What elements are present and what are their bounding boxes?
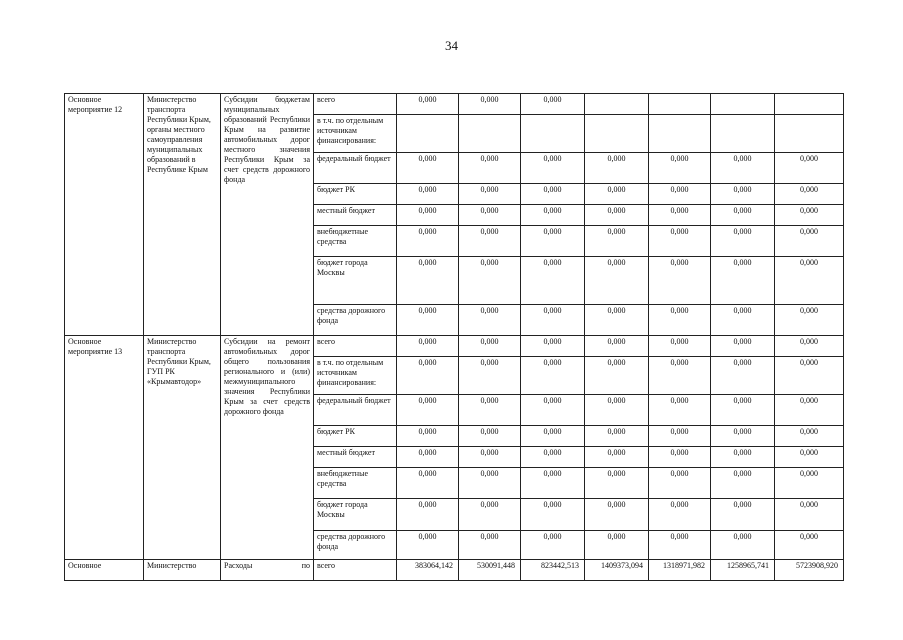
- description-cell: Субсидии бюджетам муниципальных образований Республики Крым на развитие автомобильных дорог местного значения Республики Крым за счет средств дорожного фонда: [221, 94, 314, 336]
- executor-cell: Министерство транспорта Республики Крым, органы местного самоуправления муниципальных образований в Республике Крым: [144, 94, 221, 336]
- value-cell: 0,000: [775, 226, 844, 257]
- value-cell: 0,000: [521, 468, 585, 499]
- funding-source-cell: бюджет города Москвы: [314, 257, 397, 305]
- value-cell: 0,000: [711, 499, 775, 531]
- value-cell: 0,000: [397, 357, 459, 395]
- value-cell: 0,000: [459, 336, 521, 357]
- value-cell: 0,000: [459, 395, 521, 426]
- value-cell: 0,000: [649, 499, 711, 531]
- value-cell: 1318971,982: [649, 560, 711, 581]
- value-cell: 383064,142: [397, 560, 459, 581]
- value-cell: 0,000: [459, 499, 521, 531]
- value-cell: 0,000: [711, 257, 775, 305]
- value-cell: 0,000: [649, 357, 711, 395]
- value-cell: 0,000: [459, 468, 521, 499]
- value-cell: 0,000: [775, 395, 844, 426]
- value-cell: 0,000: [649, 226, 711, 257]
- value-cell: 0,000: [775, 357, 844, 395]
- value-cell: 0,000: [649, 531, 711, 560]
- funding-source-cell: внебюджетные средства: [314, 226, 397, 257]
- value-cell: [711, 94, 775, 115]
- value-cell: 0,000: [711, 205, 775, 226]
- value-cell: [585, 94, 649, 115]
- value-cell: 0,000: [397, 426, 459, 447]
- value-cell: 0,000: [459, 226, 521, 257]
- value-cell: 530091,448: [459, 560, 521, 581]
- value-cell: 0,000: [585, 153, 649, 184]
- value-cell: 0,000: [585, 426, 649, 447]
- value-cell: 0,000: [459, 357, 521, 395]
- value-cell: 0,000: [397, 257, 459, 305]
- value-cell: 823442,513: [521, 560, 585, 581]
- value-cell: 0,000: [649, 468, 711, 499]
- value-cell: 0,000: [775, 531, 844, 560]
- value-cell: 0,000: [397, 153, 459, 184]
- value-cell: 0,000: [711, 226, 775, 257]
- value-cell: 0,000: [649, 447, 711, 468]
- value-cell: [585, 115, 649, 153]
- value-cell: 0,000: [711, 184, 775, 205]
- value-cell: 0,000: [397, 226, 459, 257]
- value-cell: [649, 115, 711, 153]
- value-cell: 0,000: [775, 205, 844, 226]
- value-cell: 0,000: [711, 305, 775, 336]
- value-cell: 1258965,741: [711, 560, 775, 581]
- event-name-cell: Основное мероприятие 13: [65, 336, 144, 560]
- value-cell: 0,000: [711, 447, 775, 468]
- value-cell: 0,000: [711, 531, 775, 560]
- value-cell: 0,000: [649, 395, 711, 426]
- value-cell: [397, 115, 459, 153]
- value-cell: 0,000: [775, 336, 844, 357]
- value-cell: 0,000: [649, 205, 711, 226]
- value-cell: 0,000: [585, 468, 649, 499]
- executor-cell: Министерство: [144, 560, 221, 581]
- value-cell: 0,000: [397, 184, 459, 205]
- funding-source-cell: средства дорожного фонда: [314, 531, 397, 560]
- table-body: [65, 94, 844, 581]
- value-cell: 0,000: [585, 357, 649, 395]
- value-cell: 0,000: [397, 447, 459, 468]
- value-cell: 0,000: [459, 205, 521, 226]
- value-cell: 0,000: [649, 426, 711, 447]
- value-cell: 0,000: [585, 184, 649, 205]
- funding-source-cell: средства дорожного фонда: [314, 305, 397, 336]
- value-cell: 0,000: [775, 305, 844, 336]
- funding-source-cell: всего: [314, 336, 397, 357]
- value-cell: 0,000: [521, 336, 585, 357]
- value-cell: 0,000: [521, 395, 585, 426]
- funding-source-cell: в т.ч. по отдельным источникам финансирования:: [314, 115, 397, 153]
- page-number: 34: [445, 38, 458, 53]
- description-cell: Субсидии на ремонт автомобильных дорог общего пользования регионального и (или) межмуниципального значения Республики Крым за счет средств дорожного фонда: [221, 336, 314, 560]
- value-cell: 0,000: [711, 357, 775, 395]
- description-cell: Расходы по: [221, 560, 314, 581]
- value-cell: 0,000: [711, 153, 775, 184]
- funding-source-cell: всего: [314, 560, 397, 581]
- value-cell: 0,000: [649, 305, 711, 336]
- value-cell: 0,000: [459, 257, 521, 305]
- value-cell: [521, 115, 585, 153]
- value-cell: 0,000: [459, 531, 521, 560]
- funding-source-cell: всего: [314, 94, 397, 115]
- value-cell: 0,000: [585, 336, 649, 357]
- funding-source-cell: внебюджетные средства: [314, 468, 397, 499]
- value-cell: [775, 115, 844, 153]
- value-cell: 0,000: [459, 447, 521, 468]
- funding-source-cell: бюджет города Москвы: [314, 499, 397, 531]
- value-cell: 0,000: [521, 426, 585, 447]
- funding-source-cell: федеральный бюджет: [314, 395, 397, 426]
- value-cell: [649, 94, 711, 115]
- value-cell: 0,000: [521, 94, 585, 115]
- value-cell: 0,000: [521, 357, 585, 395]
- funding-source-cell: бюджет РК: [314, 184, 397, 205]
- value-cell: 0,000: [649, 336, 711, 357]
- value-cell: 0,000: [711, 426, 775, 447]
- value-cell: 0,000: [585, 395, 649, 426]
- value-cell: 0,000: [775, 153, 844, 184]
- value-cell: 0,000: [521, 499, 585, 531]
- value-cell: 0,000: [397, 205, 459, 226]
- value-cell: 0,000: [585, 205, 649, 226]
- table-row: [65, 336, 844, 357]
- executor-cell: Министерство транспорта Республики Крым, ГУП РК «Крымавтодор»: [144, 336, 221, 560]
- value-cell: 0,000: [585, 226, 649, 257]
- value-cell: 0,000: [521, 305, 585, 336]
- value-cell: 0,000: [775, 468, 844, 499]
- value-cell: 0,000: [397, 395, 459, 426]
- value-cell: 0,000: [649, 184, 711, 205]
- value-cell: 1409373,094: [585, 560, 649, 581]
- funding-source-cell: бюджет РК: [314, 426, 397, 447]
- value-cell: 0,000: [521, 531, 585, 560]
- value-cell: 0,000: [585, 531, 649, 560]
- value-cell: 0,000: [397, 336, 459, 357]
- value-cell: 0,000: [775, 447, 844, 468]
- value-cell: 0,000: [711, 336, 775, 357]
- value-cell: 0,000: [459, 305, 521, 336]
- value-cell: [775, 94, 844, 115]
- value-cell: 0,000: [397, 499, 459, 531]
- value-cell: 0,000: [397, 94, 459, 115]
- value-cell: [459, 115, 521, 153]
- event-name-cell: Основное: [65, 560, 144, 581]
- value-cell: 0,000: [459, 94, 521, 115]
- funding-source-cell: местный бюджет: [314, 205, 397, 226]
- value-cell: 0,000: [585, 447, 649, 468]
- value-cell: 0,000: [459, 426, 521, 447]
- value-cell: 0,000: [397, 468, 459, 499]
- value-cell: [711, 115, 775, 153]
- value-cell: 0,000: [585, 499, 649, 531]
- value-cell: 0,000: [459, 184, 521, 205]
- value-cell: 0,000: [711, 395, 775, 426]
- value-cell: 0,000: [585, 257, 649, 305]
- value-cell: 0,000: [585, 305, 649, 336]
- funding-source-cell: федеральный бюджет: [314, 153, 397, 184]
- value-cell: 0,000: [521, 184, 585, 205]
- table-row: [65, 94, 844, 115]
- value-cell: 0,000: [521, 205, 585, 226]
- value-cell: 5723908,920: [775, 560, 844, 581]
- table-row: [65, 560, 844, 581]
- funding-source-cell: в т.ч. по отдельным источникам финансирования:: [314, 357, 397, 395]
- value-cell: 0,000: [521, 226, 585, 257]
- value-cell: 0,000: [775, 426, 844, 447]
- value-cell: 0,000: [397, 305, 459, 336]
- funding-source-cell: местный бюджет: [314, 447, 397, 468]
- funding-table: [64, 93, 844, 581]
- value-cell: 0,000: [521, 257, 585, 305]
- value-cell: 0,000: [649, 257, 711, 305]
- value-cell: 0,000: [649, 153, 711, 184]
- value-cell: 0,000: [775, 499, 844, 531]
- event-name-cell: Основное мероприятие 12: [65, 94, 144, 336]
- value-cell: 0,000: [459, 153, 521, 184]
- value-cell: 0,000: [521, 153, 585, 184]
- value-cell: 0,000: [711, 468, 775, 499]
- value-cell: 0,000: [775, 184, 844, 205]
- value-cell: 0,000: [775, 257, 844, 305]
- value-cell: 0,000: [397, 531, 459, 560]
- value-cell: 0,000: [521, 447, 585, 468]
